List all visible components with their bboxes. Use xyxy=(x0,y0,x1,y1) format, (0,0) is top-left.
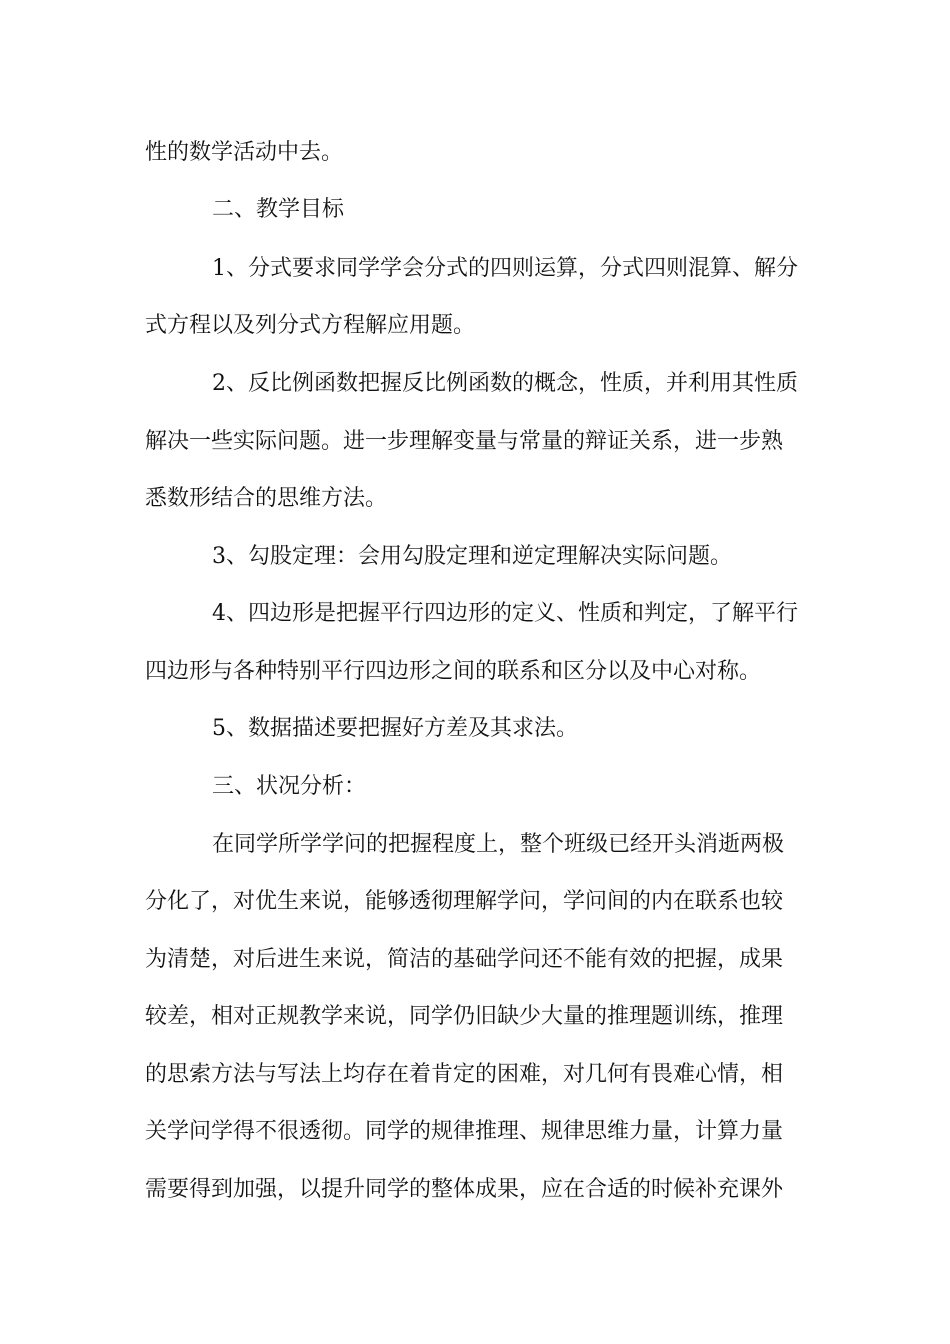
text-line: 为清楚，对后进生来说，简洁的基础学问还不能有效的把握，成果 xyxy=(145,947,784,972)
text-line: 解决一些实际问题。进一步理解变量与常量的辩证关系，进一步熟 xyxy=(145,429,784,454)
list-item: 5、数据描述要把握好方差及其求法。 xyxy=(212,716,578,741)
text-line: 的思索方法与写法上均存在着肯定的困难，对几何有畏难心情，相 xyxy=(145,1062,784,1087)
text-line: 四边形与各种特别平行四边形之间的联系和区分以及中心对称。 xyxy=(145,659,762,684)
text-line: 需要得到加强，以提升同学的整体成果，应在合适的时候补充课外 xyxy=(145,1177,784,1202)
text-line: 式方程以及列分式方程解应用题。 xyxy=(145,313,476,338)
text-line: 较差，相对正规教学来说，同学仍旧缺少大量的推理题训练，推理 xyxy=(145,1004,784,1029)
text-line: 性的数学活动中去。 xyxy=(145,140,344,165)
list-item: 4、四边形是把握平行四边形的定义、性质和判定，了解平行 xyxy=(212,601,798,626)
section-heading: 二、教学目标 xyxy=(212,197,345,222)
text-line: 悉数形结合的思维方法。 xyxy=(145,486,388,511)
text-line: 分化了，对优生来说，能够透彻理解学问，学问间的内在联系也较 xyxy=(145,889,784,914)
paragraph-start: 在同学所学学问的把握程度上，整个班级已经开头消逝两极 xyxy=(212,832,785,857)
list-item: 1、分式要求同学学会分式的四则运算，分式四则混算、解分 xyxy=(212,256,798,281)
section-heading: 三、状况分析： xyxy=(212,774,367,799)
list-item: 2、反比例函数把握反比例函数的概念，性质，并利用其性质 xyxy=(212,371,798,396)
text-line: 关学问学得不很透彻。同学的规律推理、规律思维力量，计算力量 xyxy=(145,1119,784,1144)
list-item: 3、勾股定理：会用勾股定理和逆定理解决实际问题。 xyxy=(212,544,732,569)
